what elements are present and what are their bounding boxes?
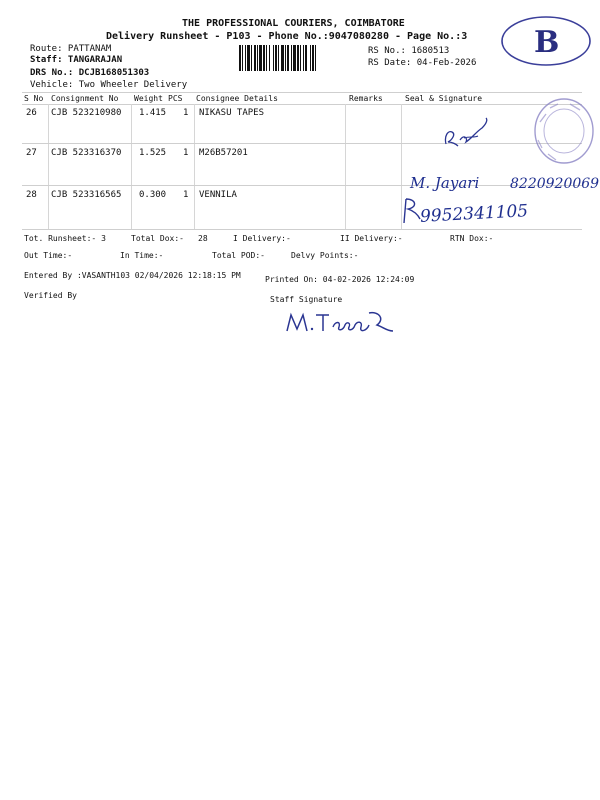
- total-dox-value: 28: [198, 234, 208, 243]
- barcode-bar: [251, 45, 252, 71]
- courier-seal-stamp: [528, 96, 594, 166]
- barcode-bar: [291, 45, 292, 71]
- barcode-bar: [247, 45, 250, 71]
- row-consignee: NIKASU TAPES: [199, 108, 265, 118]
- barcode-bar: [287, 45, 289, 71]
- row-consignee: M26B57201: [199, 148, 248, 158]
- grid-line: [194, 104, 195, 229]
- barcode-bar: [263, 45, 265, 71]
- row-consignment: CJB 523210980: [51, 108, 122, 118]
- col-weight: Weight: [134, 94, 163, 103]
- barcode-image: [238, 45, 364, 71]
- col-sno: S No: [24, 94, 44, 103]
- barcode-bar: [305, 45, 307, 71]
- row-pcs: 1: [183, 190, 189, 200]
- barcode-bar: [300, 45, 301, 71]
- row-sno: 28: [26, 190, 37, 200]
- barcode-bar: [303, 45, 304, 71]
- table-bottom-line: [22, 229, 582, 230]
- entered-by: Entered By :VASANTH103 02/04/2026 12:18:15 PM: [24, 271, 241, 280]
- barcode-bar: [239, 45, 241, 71]
- staff-signature: [283, 305, 398, 337]
- barcode-bar: [245, 45, 246, 71]
- row-weight: 1.525: [139, 148, 167, 158]
- col-remarks: Remarks: [349, 94, 383, 103]
- barcode-bar: [259, 45, 262, 71]
- total-dox-label: Total Dox:-: [131, 234, 184, 243]
- verified-by: Verified By: [24, 291, 77, 300]
- delvy-points: Delvy Points:-: [291, 251, 359, 260]
- rs-date: RS Date: 04-Feb-2026: [368, 58, 477, 68]
- handwritten-phone-1: 8220920069: [510, 176, 600, 192]
- col-seal-signature: Seal & Signature: [405, 94, 483, 103]
- company-title: THE PROFESSIONAL COURIERS, COIMBATORE: [182, 18, 405, 29]
- grid-line: [345, 104, 346, 229]
- row-consignee: VENNILA: [199, 190, 237, 200]
- row-separator: [22, 143, 582, 144]
- staff-label: Staff: TANGARAJAN: [30, 55, 123, 65]
- col-pcs: PCS: [168, 94, 183, 103]
- barcode-bar: [281, 45, 284, 71]
- row-weight: 1.415: [139, 108, 167, 118]
- printed-on: Printed On: 04-02-2026 12:24:09: [265, 275, 415, 284]
- drs-number: DRS No.: DCJB168051303: [30, 68, 150, 78]
- runsheet-subtitle: Delivery Runsheet - P103 - Phone No.:9047080280 - Page No.:3: [106, 31, 468, 42]
- barcode-bar: [257, 45, 258, 71]
- row-sno: 26: [26, 108, 37, 118]
- barcode-bar: [273, 45, 274, 71]
- row-sno: 27: [26, 148, 37, 158]
- grid-line: [131, 104, 132, 229]
- handwritten-receiver-name: M. Jayari: [410, 174, 480, 192]
- row-pcs: 1: [183, 148, 189, 158]
- row-weight: 0.300: [139, 190, 167, 200]
- staff-signature-label: Staff Signature: [270, 295, 343, 304]
- row-pcs: 1: [183, 108, 189, 118]
- total-pod: Total POD:-: [212, 251, 265, 260]
- barcode-bar: [242, 45, 243, 71]
- barcode-bar: [297, 45, 299, 71]
- barcode-bar: [254, 45, 256, 71]
- barcode-bar: [293, 45, 296, 71]
- table-header-line: [22, 104, 582, 105]
- row-consignment: CJB 523316565: [51, 190, 122, 200]
- page-mark-letter: B: [534, 25, 560, 60]
- barcode-bar: [310, 45, 311, 71]
- vehicle-label: Vehicle: Two Wheeler Delivery: [30, 80, 188, 90]
- barcode-bar: [315, 45, 316, 71]
- grid-line: [48, 104, 49, 229]
- ii-delivery: II Delivery:-: [340, 234, 403, 243]
- out-time: Out Time:-: [24, 251, 73, 260]
- page-mark-circle: [498, 12, 594, 70]
- col-consignment: Consignment No: [51, 94, 119, 103]
- barcode-bar: [285, 45, 286, 71]
- col-consignee: Consignee Details: [196, 94, 278, 103]
- handwritten-phone-2: 9952341105: [419, 201, 529, 227]
- rs-number: RS No.: 1680513: [368, 46, 450, 56]
- barcode-bar: [266, 45, 267, 71]
- receiver-signature-row-26: [440, 114, 496, 150]
- in-time: In Time:-: [120, 251, 164, 260]
- barcode-bar: [269, 45, 270, 71]
- tot-runsheet: Tot. Runsheet:- 3: [24, 234, 106, 243]
- table-top-line: [22, 92, 582, 93]
- route-label: Route: PATTANAM: [30, 44, 112, 54]
- rtn-dox: RTN Dox:-: [450, 234, 494, 243]
- barcode-bar: [312, 45, 314, 71]
- barcode-bar: [275, 45, 277, 71]
- i-delivery: I Delivery:-: [233, 234, 291, 243]
- row-separator: [22, 185, 582, 186]
- barcode-bar: [278, 45, 279, 71]
- row-consignment: CJB 523316370: [51, 148, 122, 158]
